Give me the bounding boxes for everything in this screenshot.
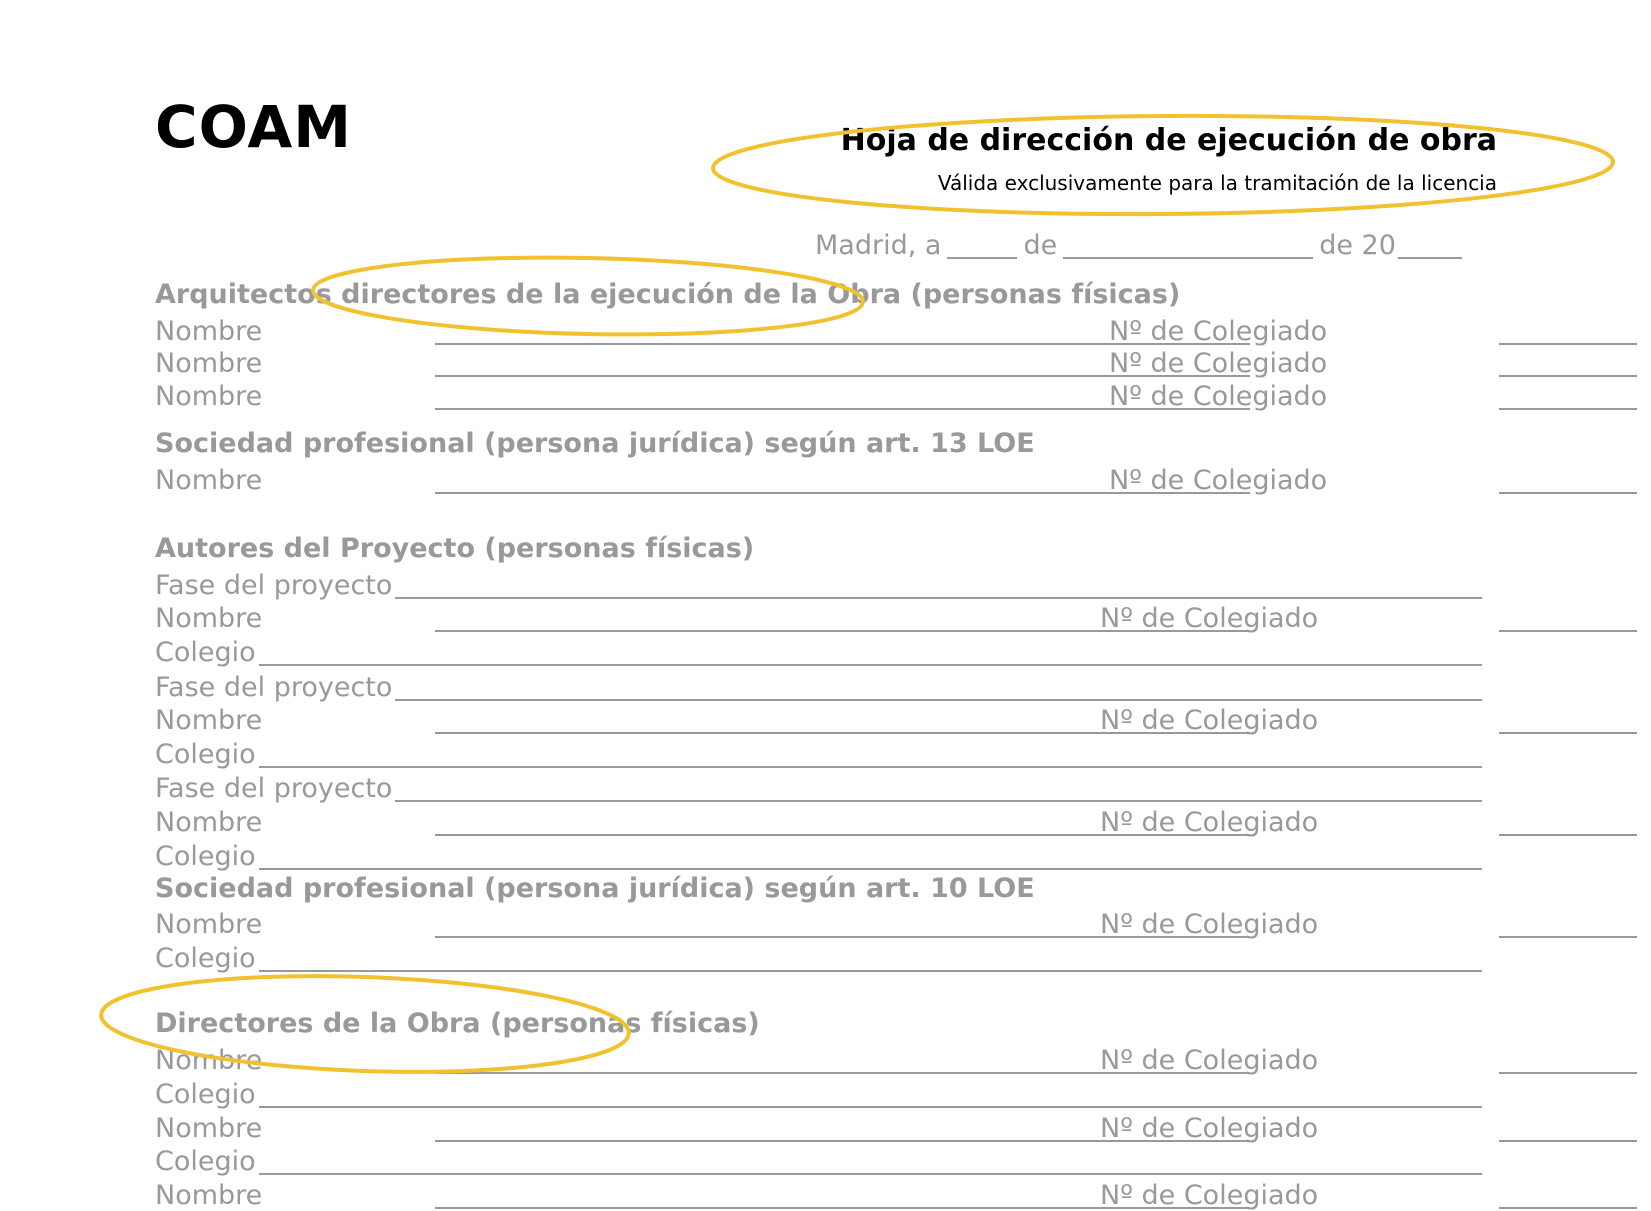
- director-row: [155, 1175, 1482, 1209]
- colegiado-field[interactable]: [1499, 386, 1637, 410]
- colegiado-field[interactable]: [1499, 710, 1637, 734]
- colegiado-label: Nº de Colegiado: [1100, 603, 1319, 634]
- colegio-label: Colegio: [155, 841, 256, 872]
- nombre-label: Nombre: [155, 348, 263, 379]
- autor-row: [155, 700, 1482, 734]
- nombre-label: Nombre: [155, 316, 263, 347]
- arquitecto-row: [155, 311, 1482, 345]
- colegio-field[interactable]: [259, 1151, 1482, 1175]
- colegiado-field[interactable]: [1499, 1185, 1637, 1209]
- colegio-row: [155, 836, 1482, 870]
- nombre-label: Nombre: [155, 1180, 263, 1211]
- nombre-label: Nombre: [155, 705, 263, 736]
- fase-row: [155, 565, 1482, 599]
- colegiado-label: Nº de Colegiado: [1109, 381, 1328, 412]
- nombre-label: Nombre: [155, 909, 263, 940]
- section-heading-sociedad-13: Sociedad profesional (persona jurídica) según art. 13 LOE: [155, 428, 1035, 459]
- colegio-label: Colegio: [155, 1079, 256, 1110]
- colegiado-label: Nº de Colegiado: [1109, 465, 1328, 496]
- colegio-field[interactable]: [259, 744, 1482, 768]
- section-heading-sociedad-10: Sociedad profesional (persona jurídica) según art. 10 LOE: [155, 873, 1035, 904]
- coam-logo: COAM: [155, 93, 352, 161]
- arquitecto-row: [155, 343, 1482, 377]
- date-city-label: Madrid, a: [815, 230, 942, 261]
- colegiado-field[interactable]: [1499, 812, 1637, 836]
- colegio-row: [155, 734, 1482, 768]
- fase-field[interactable]: [395, 677, 1482, 701]
- colegiado-label: Nº de Colegiado: [1100, 909, 1319, 940]
- colegiado-field[interactable]: [1499, 1118, 1637, 1142]
- nombre-label: Nombre: [155, 465, 263, 496]
- colegio-row: [155, 938, 1482, 972]
- colegiado-field[interactable]: [1499, 608, 1637, 632]
- autor-row: [155, 598, 1482, 632]
- section-heading-directores: Directores de la Obra (personas físicas): [155, 1008, 760, 1039]
- day-field[interactable]: [947, 233, 1017, 259]
- colegiado-field[interactable]: [1499, 321, 1637, 345]
- colegio-row: [155, 632, 1482, 666]
- fase-field[interactable]: [395, 575, 1482, 599]
- sociedad-row: [155, 904, 1482, 938]
- colegio-label: Colegio: [155, 739, 256, 770]
- colegiado-field[interactable]: [1499, 914, 1637, 938]
- colegio-row: [155, 1074, 1482, 1108]
- document-subtitle: Válida exclusivamente para la tramitación de la licencia: [937, 171, 1497, 195]
- year-field[interactable]: [1398, 233, 1462, 259]
- colegio-label: Colegio: [155, 637, 256, 668]
- document-title: Hoja de dirección de ejecución de obra: [840, 123, 1497, 158]
- nombre-label: Nombre: [155, 1113, 263, 1144]
- colegiado-label: Nº de Colegiado: [1100, 807, 1319, 838]
- colegio-label: Colegio: [155, 1146, 256, 1177]
- colegio-field[interactable]: [259, 846, 1482, 870]
- month-field[interactable]: [1063, 233, 1313, 259]
- nombre-label: Nombre: [155, 807, 263, 838]
- section-heading-autores: Autores del Proyecto (personas físicas): [155, 533, 755, 564]
- colegiado-field[interactable]: [1499, 470, 1637, 494]
- colegio-field[interactable]: [259, 642, 1482, 666]
- section-heading-arquitectos: Arquitectos directores de la ejecución de la Obra (personas físicas): [155, 279, 1181, 310]
- date-line: [815, 232, 1497, 259]
- nombre-label: Nombre: [155, 1045, 263, 1076]
- colegiado-label: Nº de Colegiado: [1109, 348, 1328, 379]
- arquitecto-row: [155, 376, 1482, 410]
- colegio-label: Colegio: [155, 943, 256, 974]
- colegio-row: [155, 1141, 1482, 1175]
- fase-field[interactable]: [395, 778, 1482, 802]
- colegiado-label: Nº de Colegiado: [1100, 1045, 1319, 1076]
- nombre-label: Nombre: [155, 381, 263, 412]
- fase-label: Fase del proyecto: [155, 773, 393, 804]
- director-row: [155, 1040, 1482, 1074]
- fase-row: [155, 768, 1482, 802]
- colegiado-field[interactable]: [1499, 1050, 1637, 1074]
- sociedad-row: [155, 460, 1482, 494]
- fase-label: Fase del proyecto: [155, 672, 393, 703]
- colegiado-label: Nº de Colegiado: [1100, 1180, 1319, 1211]
- fase-label: Fase del proyecto: [155, 570, 393, 601]
- colegio-field[interactable]: [259, 948, 1482, 972]
- nombre-label: Nombre: [155, 603, 263, 634]
- fase-row: [155, 667, 1482, 701]
- colegio-field[interactable]: [259, 1084, 1482, 1108]
- date-de-label: de: [1023, 230, 1058, 261]
- date-year-label: de 20: [1319, 230, 1396, 261]
- autor-row: [155, 802, 1482, 836]
- colegiado-field[interactable]: [1499, 353, 1637, 377]
- colegiado-label: Nº de Colegiado: [1109, 316, 1328, 347]
- colegiado-label: Nº de Colegiado: [1100, 1113, 1319, 1144]
- colegiado-label: Nº de Colegiado: [1100, 705, 1319, 736]
- director-row: [155, 1108, 1482, 1142]
